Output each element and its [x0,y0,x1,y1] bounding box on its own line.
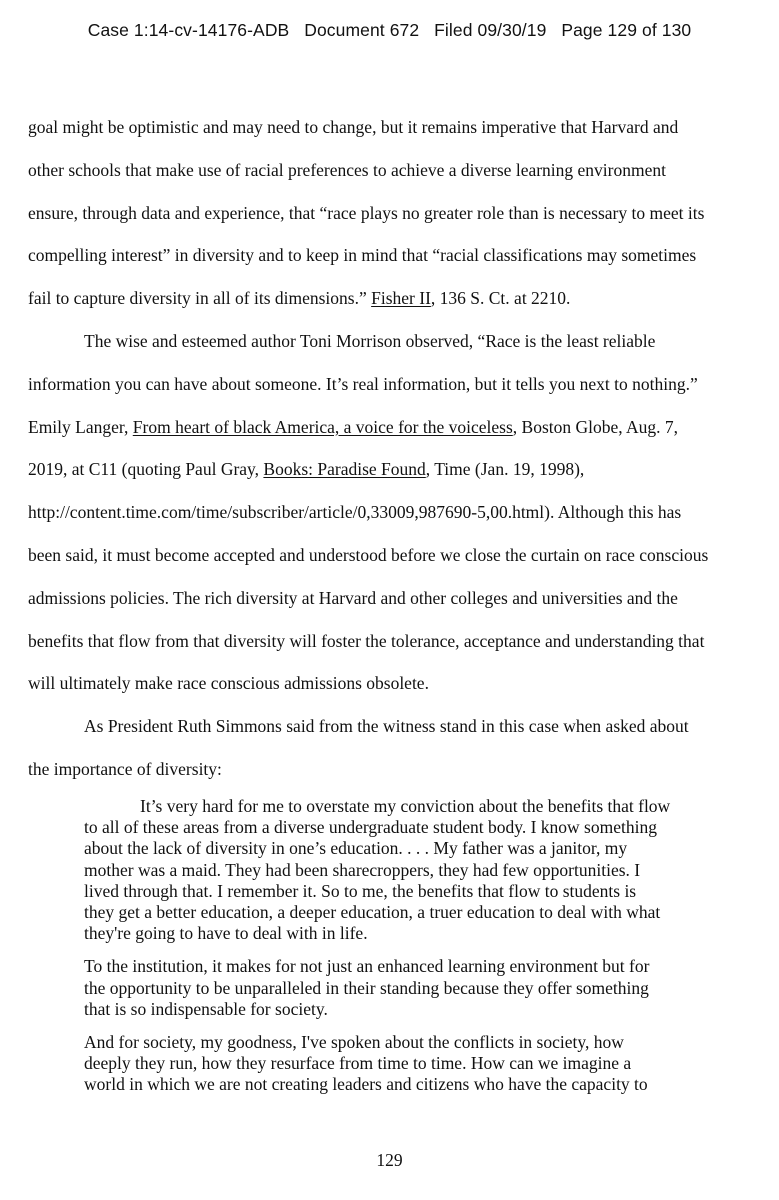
paragraph-simmons-intro [28,705,752,791]
quote-line: they get a better education, a deeper education, a truer education to deal with what [84,901,661,922]
quote-paragraph [84,796,714,944]
text-line: compelling interest” in diversity and to keep in mind that “racial classifications may sometimes [28,245,697,266]
paragraph-goal [28,106,752,320]
block-quote [84,796,714,1107]
quote-line: deeply they run, how they resurface from time to time. How can we imagine a [84,1053,632,1074]
quote-line: world in which we are not creating leaders and citizens who have the capacity to [84,1074,648,1095]
text-run: , 136 S. Ct. at 2210. [430,288,571,309]
text-run: , Time (Jan. 19, 1998), [425,459,585,480]
text-line [28,277,752,320]
text-run: 2019, at C11 (quoting Paul Gray, [28,459,264,480]
text-line [28,448,752,491]
paragraph-morrison [28,320,752,705]
quote-line: they're going to have to deal with in life. [84,923,368,944]
quote-line: that is so indispensable for society. [84,998,328,1019]
text-line: goal might be optimistic and may need to change, but it remains imperative that Harvard and [28,117,679,137]
text-line: ensure, through data and experience, that “race plays no greater role than is necessary to meet its [28,202,705,223]
text-run: , Boston Globe, Aug. 7, [512,416,679,437]
citation-article-title: From heart of black America, a voice for the voiceless [132,416,513,437]
quote-line: mother was a maid. They had been sharecroppers, they had few opportunities. I [84,859,641,880]
text-line: other schools that make use of racial preferences to achieve a diverse learning environment [28,159,666,180]
quote-line: lived through that. I remember it. So to me, the benefits that flow to students is [84,880,637,901]
text-line: the importance of diversity: [28,758,222,779]
quote-line: to all of these areas from a diverse undergraduate student body. I know something [84,817,657,838]
text-line: information you can have about someone. It’s real information, but it tells you next to nothing.” [28,373,698,394]
quote-line: the opportunity to be unparalleled in their standing because they offer something [84,977,649,998]
quote-line: about the lack of diversity in one’s education. . . . My father was a janitor, my [84,838,628,859]
text-line-url: http://content.time.com/time/subscriber/article/0,33009,987690-5,00.html). Although this has [28,502,682,523]
text-run: fail to capture diversity in all of its dimensions.” [28,288,372,309]
quote-paragraph [84,1032,714,1096]
case-header: Case 1:14-cv-14176-ADB Document 672 Filed 09/30/19 Page 129 of 130 [87,20,692,40]
quote-line: And for society, my goodness, I've spoken about the conflicts in society, how [84,1031,624,1052]
opinion-body [28,106,752,791]
text-line: benefits that flow from that diversity will foster the tolerance, acceptance and understanding that [28,630,705,651]
text-line: been said, it must become accepted and understood before we close the curtain on race conscious [28,544,709,565]
text-line [28,406,752,449]
text-line: will ultimately make race conscious admissions obsolete. [28,673,429,694]
quote-line: To the institution, it makes for not just an enhanced learning environment but for [84,956,650,977]
citation-fisher-ii: Fisher II [371,288,431,309]
quote-paragraph [84,956,714,1020]
quote-line: It’s very hard for me to overstate my conviction about the benefits that flow [140,796,671,816]
text-line: The wise and esteemed author Toni Morrison observed, “Race is the least reliable [84,330,656,351]
citation-time-article: Books: Paradise Found [263,459,426,480]
text-line: admissions policies. The rich diversity at Harvard and other colleges and universities and the [28,587,678,608]
page-number: 129 [376,1150,403,1170]
text-run: Emily Langer, [28,416,133,437]
text-line: As President Ruth Simmons said from the witness stand in this case when asked about [84,716,689,737]
